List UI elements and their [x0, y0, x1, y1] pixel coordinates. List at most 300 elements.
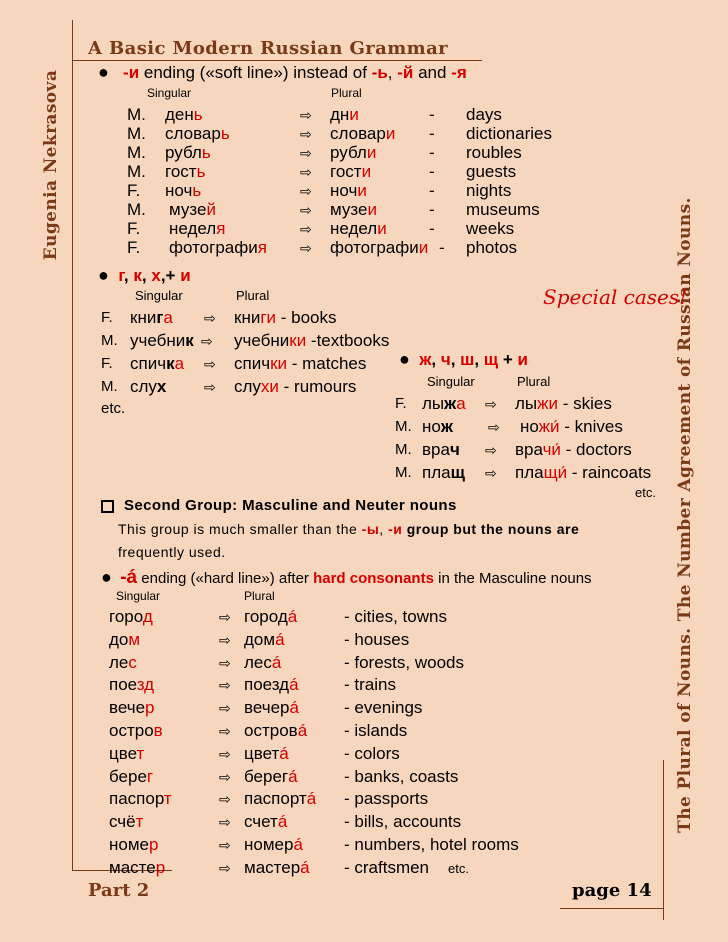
singular-ending: ь — [192, 181, 202, 200]
plural-form — [244, 767, 298, 787]
table-row — [127, 143, 577, 163]
singular-form — [109, 812, 143, 832]
arrow-icon: ⇨ — [485, 465, 497, 481]
singular-form — [169, 238, 267, 258]
gender-label: M. — [101, 378, 118, 395]
plural-form — [244, 812, 287, 832]
arrow-icon: ⇨ — [219, 609, 231, 625]
table-row — [395, 463, 675, 483]
arrow-icon: ⇨ — [219, 791, 231, 808]
singular-ending: ь — [193, 105, 203, 124]
header-rule — [72, 60, 482, 61]
plural-form — [234, 377, 356, 397]
section4-singular-label: Singular — [116, 589, 161, 603]
table-row — [101, 354, 401, 374]
section1-plural-label: Plural — [331, 86, 362, 100]
table-row — [109, 653, 559, 673]
singular-form — [109, 721, 163, 741]
translation: - knives — [559, 417, 623, 436]
plural-stem: лес — [244, 652, 272, 672]
singular-form — [109, 653, 137, 673]
plural-form — [520, 417, 623, 437]
singular-stem: вра — [422, 440, 450, 459]
translation: - craftsmen — [344, 857, 430, 877]
plural-ending: á — [289, 698, 299, 718]
plural-ending: и — [361, 162, 372, 181]
plural-form — [244, 835, 303, 855]
section2-plural-label: Plural — [236, 288, 270, 303]
singular-ending: зд — [136, 675, 155, 695]
plural-stem: слу — [234, 377, 261, 396]
dash: - — [429, 219, 435, 238]
section1-heading: ● -и ending («soft line») instead of -ь, -й and -я — [98, 62, 467, 82]
gender-label: F. — [127, 238, 141, 257]
plural-ending: и — [357, 181, 367, 200]
singular-stem: недел — [169, 219, 217, 238]
table-row — [109, 607, 559, 627]
plural-stem: цвет — [244, 743, 280, 763]
singular-stem: но — [422, 417, 441, 436]
table-row — [127, 162, 577, 182]
plural-ending: á — [271, 652, 282, 672]
arrow-icon: ⇨ — [201, 333, 213, 349]
table-row — [109, 767, 559, 787]
arrow-icon: ⇨ — [219, 700, 231, 717]
left-rule — [72, 20, 73, 870]
table-row — [109, 744, 559, 764]
plural-form — [330, 143, 376, 163]
bullet: ● — [98, 265, 109, 285]
plural-form — [244, 607, 297, 627]
arrow-icon: ⇨ — [204, 356, 216, 372]
table-row — [109, 721, 559, 741]
plural-stem: город — [244, 607, 288, 626]
singular-ending: я — [216, 219, 226, 238]
gender-label: M. — [395, 441, 412, 458]
plural-form — [515, 463, 651, 483]
singular-stem: гост — [165, 162, 197, 181]
translation: - colors — [344, 743, 400, 763]
plural-stem: номер — [244, 835, 294, 854]
singular-ending: ь — [196, 162, 206, 181]
singular-form — [130, 331, 194, 351]
singular-consonant: ж — [444, 394, 457, 413]
singular-stem: пла — [422, 463, 451, 482]
gender-label: M. — [127, 143, 146, 162]
plural-ending: á — [288, 766, 298, 786]
singular-stem: вече — [109, 698, 146, 718]
plural-form — [244, 858, 310, 878]
singular-form — [130, 308, 173, 328]
plural-stem: паспорт — [244, 789, 307, 809]
plural-form — [515, 440, 632, 460]
translation: photos — [466, 238, 518, 257]
translation: - trains — [344, 675, 396, 695]
table-row — [127, 219, 577, 239]
singular-form — [165, 105, 203, 125]
translation: days — [466, 105, 502, 124]
singular-ending: р — [145, 698, 155, 718]
singular-form — [169, 219, 225, 239]
table-row — [109, 675, 559, 695]
plural-stem: словар — [330, 124, 386, 143]
translation: - matches — [287, 354, 367, 373]
plural-form — [330, 200, 377, 220]
chapter-side-title: The Plural of Nouns. The Number Agreement of Russian Nouns. — [675, 197, 695, 833]
singular-stem: пое — [109, 675, 137, 695]
translation: - cities, towns — [344, 607, 447, 626]
singular-ending: й — [206, 200, 216, 219]
section4-etc: etc. — [448, 861, 469, 876]
checkbox-icon — [101, 500, 114, 513]
singular-form — [109, 675, 154, 695]
translation: guests — [466, 162, 517, 181]
translation: - raincoats — [567, 463, 652, 482]
plural-stem: но — [520, 417, 539, 436]
singular-ending: р — [155, 857, 166, 877]
plural-form — [234, 354, 366, 374]
section4-description-line1: This group is much smaller than the -ы, -и group but the nouns are — [118, 521, 580, 537]
plural-ending: á — [297, 721, 308, 740]
translation: - islands — [344, 721, 408, 740]
dash: - — [429, 200, 435, 219]
author-name: Eugenia Nekrasova — [41, 69, 61, 261]
singular-stem: лы — [422, 394, 445, 413]
singular-stem: кни — [130, 308, 157, 327]
singular-stem: до — [109, 629, 129, 649]
plural-ending: и — [377, 219, 387, 238]
singular-ending: т — [163, 789, 172, 809]
singular-form — [109, 767, 153, 787]
singular-stem: рубл — [165, 143, 202, 162]
plural-form — [244, 698, 299, 718]
singular-form — [109, 789, 172, 809]
translation: - numbers, hotel rooms — [344, 835, 519, 854]
plural-form — [330, 162, 371, 182]
arrow-icon: ⇨ — [300, 202, 312, 218]
plural-stem: учебни — [234, 331, 290, 350]
table-row — [395, 394, 675, 414]
plural-stem: остров — [244, 721, 298, 740]
arrow-icon: ⇨ — [219, 768, 231, 785]
plural-ending: á — [306, 789, 317, 809]
dash: - — [429, 124, 435, 143]
plural-ending: á — [293, 835, 303, 854]
table-row — [109, 698, 559, 718]
plural-form — [234, 331, 389, 351]
table-row — [127, 181, 577, 201]
singular-ending: а — [163, 308, 173, 327]
translation: - doctors — [560, 440, 632, 459]
singular-ending: ь — [201, 143, 211, 162]
gender-label: F. — [127, 219, 141, 238]
singular-stem: счё — [109, 812, 136, 832]
translation: - forests, woods — [344, 652, 464, 672]
translation: - rumours — [278, 377, 357, 396]
arrow-icon: ⇨ — [300, 221, 312, 237]
translation: - books — [276, 308, 337, 327]
arrow-icon: ⇨ — [485, 396, 497, 412]
singular-stem: словар — [165, 124, 221, 143]
plural-ending: ги — [260, 308, 277, 327]
singular-form — [109, 607, 153, 627]
arrow-icon: ⇨ — [300, 183, 312, 199]
arrow-icon: ⇨ — [219, 837, 231, 853]
singular-consonant: ч — [449, 440, 460, 459]
plural-stem: дом — [244, 629, 276, 649]
plural-ending: чи́ — [542, 440, 561, 459]
bullet: ● — [399, 349, 410, 369]
plural-stem: мастер — [244, 857, 301, 877]
plural-stem: берег — [244, 766, 289, 786]
table-row — [395, 440, 675, 460]
plural-stem: рубл — [330, 143, 367, 162]
plural-ending: и — [367, 200, 377, 219]
gender-label: M. — [127, 124, 146, 143]
translation: - skies — [558, 394, 612, 413]
plural-form — [515, 394, 612, 414]
arrow-icon: ⇨ — [300, 145, 312, 161]
arrow-icon: ⇨ — [488, 419, 500, 435]
plural-form — [244, 721, 307, 741]
singular-form — [165, 162, 205, 182]
singular-ending: т — [135, 812, 144, 832]
translation: museums — [466, 200, 540, 219]
singular-ending: ь — [220, 124, 230, 143]
singular-ending: а — [456, 394, 466, 413]
special-cases-note: Special cases! — [543, 285, 688, 309]
translation: - banks, coasts — [344, 766, 459, 786]
singular-ending: р — [149, 835, 159, 854]
page-number: page 14 — [572, 880, 652, 901]
arrow-icon: ⇨ — [219, 631, 231, 648]
singular-form — [422, 463, 465, 483]
singular-form — [422, 440, 460, 460]
singular-stem: спич — [130, 354, 167, 373]
plural-form — [330, 124, 395, 144]
plural-ending: жи — [537, 394, 559, 413]
plural-stem: дн — [330, 105, 350, 124]
singular-ending: в — [153, 721, 163, 740]
plural-ending: á — [279, 743, 289, 763]
arrow-icon: ⇨ — [219, 859, 231, 876]
singular-ending: а — [174, 354, 185, 373]
right-rule — [663, 760, 664, 920]
plural-stem: счет — [244, 812, 278, 832]
plural-stem: ноч — [330, 181, 358, 200]
table-row — [127, 105, 577, 125]
section2-heading: ● г, к, х,+ и — [98, 265, 191, 285]
singular-stem: номе — [109, 835, 149, 854]
plural-form — [330, 219, 387, 239]
dash: - — [429, 143, 435, 162]
arrow-icon: ⇨ — [300, 107, 312, 123]
book-title: A Basic Modern Russian Grammar — [88, 38, 449, 59]
singular-consonant: г — [156, 308, 164, 327]
singular-form — [169, 200, 216, 220]
singular-ending: г — [146, 766, 154, 786]
singular-stem: остро — [109, 721, 154, 740]
arrow-icon: ⇨ — [204, 379, 216, 395]
singular-form — [422, 394, 466, 414]
dash: - — [429, 181, 435, 200]
singular-form — [130, 354, 184, 374]
arrow-icon: ⇨ — [300, 240, 312, 256]
dash: - — [429, 162, 435, 181]
plural-ending: и — [366, 143, 377, 162]
singular-stem: ле — [109, 652, 129, 672]
translation: -textbooks — [306, 331, 390, 350]
gender-label: M. — [127, 200, 146, 219]
arrow-icon: ⇨ — [219, 654, 231, 671]
section3-etc: etc. — [635, 485, 656, 500]
arrow-icon: ⇨ — [300, 126, 312, 142]
arrow-icon: ⇨ — [485, 442, 497, 458]
singular-consonant: х — [156, 377, 167, 396]
plural-stem: лы — [515, 394, 538, 413]
bullet: ● — [101, 567, 112, 587]
gender-label: M. — [127, 162, 146, 181]
translation: - houses — [344, 629, 410, 649]
section4-plural-label: Plural — [244, 589, 275, 603]
plural-ending: á — [300, 857, 310, 877]
plural-ending: ки — [270, 354, 287, 373]
singular-ending: я — [257, 238, 267, 257]
plural-stem: поезд — [244, 675, 290, 695]
plural-form — [330, 181, 367, 201]
singular-stem: фотографи — [169, 238, 258, 257]
table-row — [109, 789, 559, 809]
section3-plural-label: Plural — [517, 374, 551, 389]
singular-form — [109, 698, 155, 718]
singular-stem: бере — [109, 766, 147, 786]
singular-stem: ден — [165, 105, 194, 124]
gender-label: F. — [101, 309, 113, 326]
arrow-icon: ⇨ — [204, 310, 216, 326]
plural-stem: гост — [330, 162, 362, 181]
plural-form — [244, 744, 289, 764]
plural-form — [244, 675, 299, 695]
singular-form — [109, 835, 158, 855]
gender-label: F. — [101, 355, 113, 372]
table-row — [109, 630, 559, 650]
table-row — [109, 835, 559, 855]
singular-form — [109, 858, 165, 878]
table-row — [109, 858, 559, 878]
plural-ending: и — [385, 124, 396, 143]
singular-ending: д — [142, 607, 153, 626]
plural-form — [330, 238, 428, 258]
singular-stem: паспор — [109, 789, 164, 809]
section4-bullet-line: ● -á ending («hard line») after hard consonants in the Masculine nouns — [101, 567, 592, 588]
plural-ending: и — [349, 105, 359, 124]
gender-label: M. — [101, 332, 118, 349]
plural-ending: хи — [260, 377, 279, 396]
arrow-icon: ⇨ — [219, 723, 231, 739]
plural-stem: спич — [234, 354, 271, 373]
plural-ending: á — [277, 812, 288, 832]
plural-ending: á — [287, 607, 298, 626]
singular-consonant: к — [185, 331, 194, 350]
table-row — [101, 377, 401, 397]
singular-form — [165, 181, 201, 201]
plural-form — [330, 105, 359, 125]
plural-form — [244, 653, 281, 673]
part-label: Part 2 — [88, 880, 150, 901]
plural-ending: á — [289, 675, 299, 695]
table-row — [127, 200, 577, 220]
plural-stem: кни — [234, 308, 261, 327]
arrow-icon: ⇨ — [219, 677, 231, 694]
singular-form — [109, 630, 140, 650]
singular-form — [109, 744, 144, 764]
translation: weeks — [466, 219, 515, 238]
section1-singular-label: Singular — [147, 86, 192, 100]
translation: nights — [466, 181, 512, 200]
gender-label: F. — [395, 395, 407, 412]
plural-ending: и — [418, 238, 429, 257]
section2-etc: etc. — [101, 400, 126, 417]
plural-stem: вра — [515, 440, 543, 459]
section3-singular-label: Singular — [427, 374, 475, 389]
gender-label: M. — [395, 464, 412, 481]
section4-description-line2: frequently used. — [118, 544, 226, 560]
singular-consonant: щ — [450, 463, 465, 482]
arrow-icon: ⇨ — [219, 745, 231, 762]
plural-stem: музе — [330, 200, 368, 219]
plural-ending: á — [275, 629, 285, 649]
singular-stem: учебни — [130, 331, 186, 350]
plural-ending: ки — [289, 331, 307, 350]
translation: dictionaries — [466, 124, 552, 143]
singular-stem: музе — [169, 200, 207, 219]
translation: roubles — [466, 143, 522, 162]
footer-rule-right — [560, 908, 664, 909]
section4-heading: Second Group: Masculine and Neuter nouns — [101, 497, 457, 514]
arrow-icon: ⇨ — [219, 814, 231, 831]
gender-label: M. — [127, 105, 146, 124]
singular-form — [165, 124, 230, 144]
plural-stem: вечер — [244, 698, 290, 718]
translation: - bills, accounts — [344, 812, 462, 832]
table-row — [101, 308, 401, 328]
singular-ending: т — [136, 743, 145, 763]
plural-form — [234, 308, 337, 328]
singular-form — [422, 417, 453, 437]
gender-label: M. — [395, 418, 412, 435]
plural-stem: недел — [330, 219, 378, 238]
arrow-icon: ⇨ — [300, 164, 312, 180]
plural-ending: щи́ — [543, 463, 568, 482]
table-row — [127, 238, 577, 258]
singular-stem: горо — [109, 607, 143, 626]
bullet: ● — [98, 62, 109, 82]
table-row — [109, 812, 559, 832]
section3-heading: ● ж, ч, ш, щ + и — [399, 349, 528, 369]
plural-form — [244, 630, 285, 650]
table-row — [101, 331, 401, 351]
translation: - passports — [344, 789, 429, 809]
section2-singular-label: Singular — [135, 288, 183, 303]
singular-stem: ноч — [165, 181, 193, 200]
singular-consonant: ж — [440, 417, 453, 436]
singular-consonant: к — [166, 354, 175, 373]
plural-stem: пла — [515, 463, 544, 482]
singular-stem: масте — [109, 857, 156, 877]
table-row — [395, 417, 675, 437]
dash: - — [439, 238, 445, 257]
singular-stem: цве — [109, 743, 137, 763]
